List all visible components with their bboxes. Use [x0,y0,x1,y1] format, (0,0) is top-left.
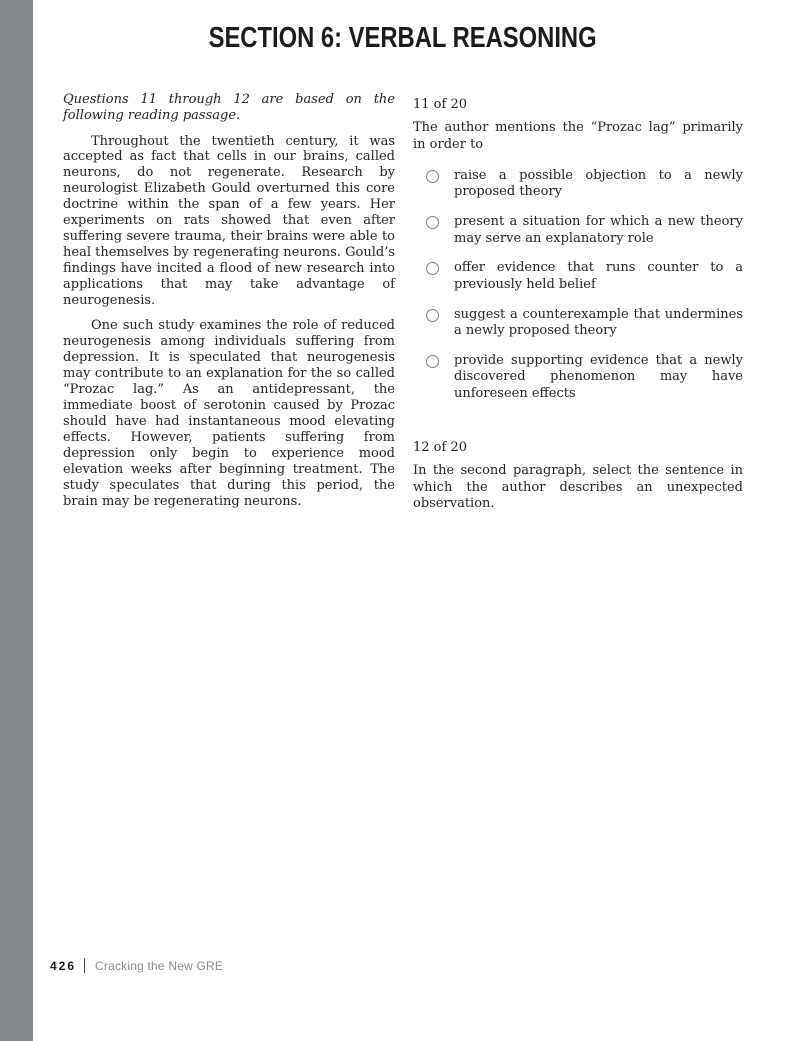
question-number: 11 of 20 [413,97,467,112]
question-12 [413,440,743,514]
answer-option[interactable] [426,260,743,293]
book-page [33,0,800,1041]
page-footer [50,958,223,973]
answer-option-label: present a situation for which a new theory may serve an explanatory role [454,214,743,246]
footer-divider [84,958,85,973]
answer-option-label: provide supporting evidence that a newly discovered phenomenon may have unforeseen effects [454,352,743,402]
answer-option-label: raise a possible objection to a newly proposed theory [454,167,743,200]
answer-option[interactable] [426,168,743,201]
footer-page-number: 426 [50,958,77,973]
question-prompt: The author mentions the “Prozac lag” primarily in order to [413,120,743,152]
two-column-layout [63,92,743,513]
page-edge-bar [0,0,33,1041]
radio-button-icon[interactable] [426,355,439,368]
question-prompt: In the second paragraph, select the sentence in which the author describes an unexpected observation. [413,462,743,512]
radio-button-icon[interactable] [426,216,439,229]
radio-button-icon[interactable] [426,170,439,183]
passage-paragraph: Throughout the twentieth century, it was accepted as fact that cells in our brains, called neurons, do not regenerate. Research by neurologist Elizabeth Gould overturned this core doctrine within the span of a few years. Her experiments on rats showed that even after suffering severe trauma, their brains were able to heal themselves by regenerating neurons. Gould’s findings have incited a flood of new research into applications that may take advantage of neurogenesis. [63,133,395,309]
question-11 [413,97,743,403]
answer-option-label: suggest a counterexample that undermines a newly proposed theory [454,306,743,339]
answer-option-label: offer evidence that runs counter to a previously held belief [454,260,743,292]
radio-button-icon[interactable] [426,262,439,275]
answer-option[interactable] [426,307,743,340]
passage-paragraph: One such study examines the role of reduced neurogenesis among individuals suffering from depression. It is speculated that neurogenesis may contribute to an explanation for the so called “Prozac lag.” As an antidepressant, the immediate boost of serotonin caused by Prozac should have had instantaneous mood elevating effects. However, patients suffering from depression only begin to experience mood elevation weeks after beginning treatment. The study speculates that during this period, the brain may be regenerating neurons. [63,318,395,510]
footer-book-title: Cracking the New GRE [95,958,224,973]
section-title-wrap [63,22,743,52]
section-title: SECTION 6: VERBAL REASONING [208,22,598,54]
radio-button-icon[interactable] [426,309,439,322]
answer-option[interactable] [426,214,743,247]
passage-column [63,92,395,513]
questions-column [413,92,743,513]
question-number: 12 of 20 [413,439,467,455]
passage-intro: Questions 11 through 12 are based on the following reading passage. [63,92,395,124]
answer-option[interactable] [426,353,743,403]
answer-options [426,168,743,403]
